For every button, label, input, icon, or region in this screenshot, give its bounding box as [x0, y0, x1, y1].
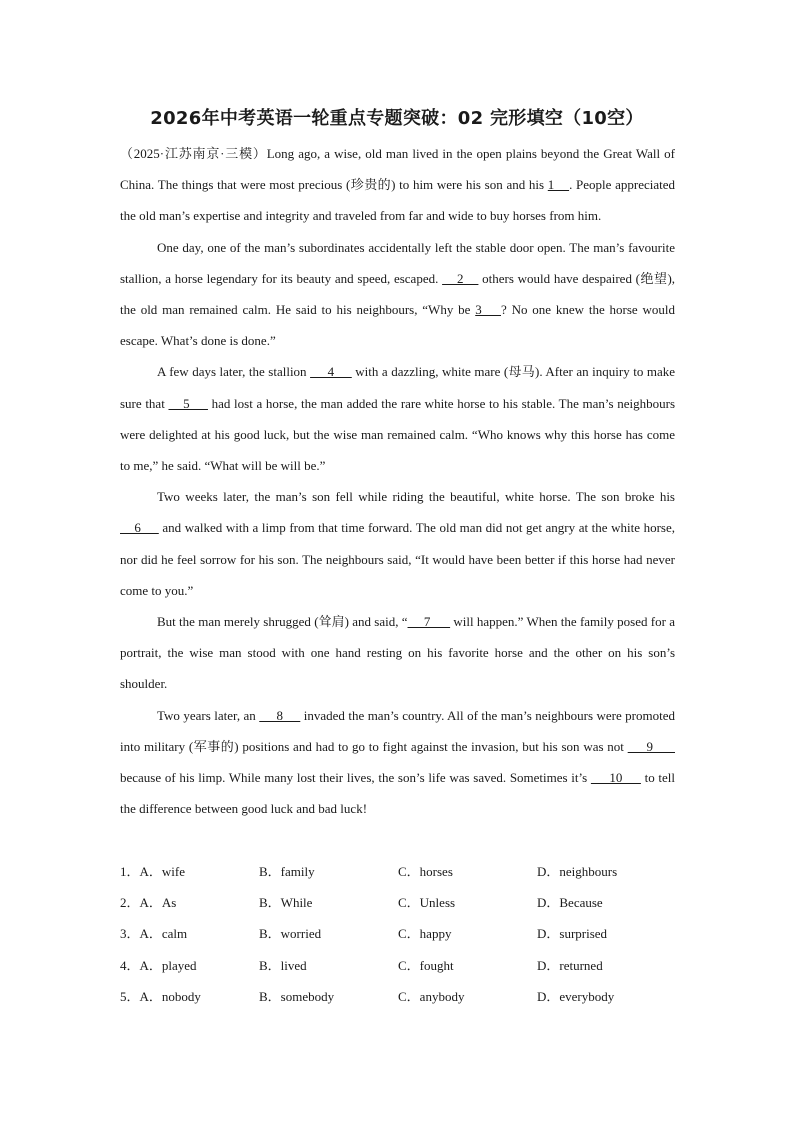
paragraph-5: But the man merely shrugged (耸肩) and said, “ 7 will happen.” When the family posed for a portrait, the wise man stood with one hand resting on his favorite horse and the other on his son’s shoulder. [120, 614, 675, 692]
option-5a: 5．A．nobody [120, 988, 201, 1004]
blank-6: 6 [120, 520, 159, 536]
question-row-1 [120, 856, 680, 887]
option-4d: D．returned [537, 957, 603, 973]
question-row-5 [120, 981, 680, 1012]
option-1a: 1．A．wife [120, 864, 185, 879]
option-5d: D．everybody [537, 988, 615, 1004]
option-1b: B．family [259, 864, 315, 879]
option-3d: D．surprised [537, 926, 608, 942]
blank-2: 2 [442, 270, 479, 286]
paragraph-6: Two years later, an 8 invaded the man’s country. All of the man’s neighbours were promoted into military (军事的) positions and had to go to fight against the invasion, but his son was not 9 because of his limp. While many lost their lives, the son’s life was saved. Sometimes it’s 10 to tell the difference between good luck and bad luck! [120, 707, 676, 817]
option-2a: 2．A．As [120, 895, 177, 911]
question-row-4 [120, 950, 680, 981]
blank-5: 5 [168, 395, 208, 411]
question-row-3 [120, 918, 680, 949]
option-3c: C．happy [398, 926, 452, 942]
blank-1: 1 [547, 177, 570, 193]
option-5b: B．somebody [259, 988, 335, 1004]
source-label: （2025·江苏南京·三模） [120, 146, 267, 161]
option-3a: 3．A．calm [120, 926, 188, 942]
option-5c: C．anybody [398, 988, 465, 1004]
blank-10: 10 [590, 770, 641, 786]
option-1d: D．neighbours [537, 864, 618, 879]
option-3b: B．worried [259, 926, 322, 942]
option-4b: B．lived [259, 957, 307, 973]
option-2d: D．Because [537, 895, 603, 911]
blank-4: 4 [310, 364, 352, 380]
answer-options [120, 856, 680, 1012]
option-2c: C．Unless [398, 895, 456, 911]
option-1c: C．horses [398, 864, 453, 879]
question-row-2 [120, 887, 680, 918]
paragraph-4: Two weeks later, the man’s son fell while riding the beautiful, white horse. The son broke his 6 and walked with a limp from that time forward. The old man did not get angry at the white horse, nor did he feel sorrow for his son. The neighbours said, “It would have been better if this horse had never come to you.” [120, 489, 676, 598]
option-2b: B．While [259, 895, 313, 911]
blank-7: 7 [407, 614, 451, 630]
paragraph-2: One day, one of the man’s subordinates accidentally left the stable door open. The man’s favourite stallion, a horse legendary for its beauty and speed, escaped. 2 others would have despaired (绝望), the old man remained calm. He said to his neighbours, “Why be 3 ? No one knew the horse would escape. What’s done is done.” [120, 239, 676, 349]
page-title: 2026年中考英语一轮重点专题突破：02 完形填空（10空） [150, 108, 644, 129]
passage [120, 138, 675, 824]
option-4a: 4．A．played [120, 957, 197, 973]
blank-8: 8 [259, 707, 301, 723]
option-4c: C．fought [398, 957, 454, 973]
blank-9: 9 [627, 738, 675, 754]
paragraph-3: A few days later, the stallion 4 with a dazzling, white mare (母马). After an inquiry to make sure that 5 had lost a horse, the man added the rare white horse to his stable. The man’s neighbours were delighted at his good luck, but the wise man remained calm. “Who knows why this horse has come to me,” he said. “What will be will be.” [120, 364, 676, 474]
paragraph-1: （2025·江苏南京·三模）Long ago, a wise, old man lived in the open plains beyond the Great Wall of China. The things that were most precious (珍贵的) to him were his son and his 1 . People appreciated the old man’s expertise and integrity and traveled from far and wide to buy horses from him. [120, 146, 676, 224]
blank-3: 3 [475, 302, 501, 318]
